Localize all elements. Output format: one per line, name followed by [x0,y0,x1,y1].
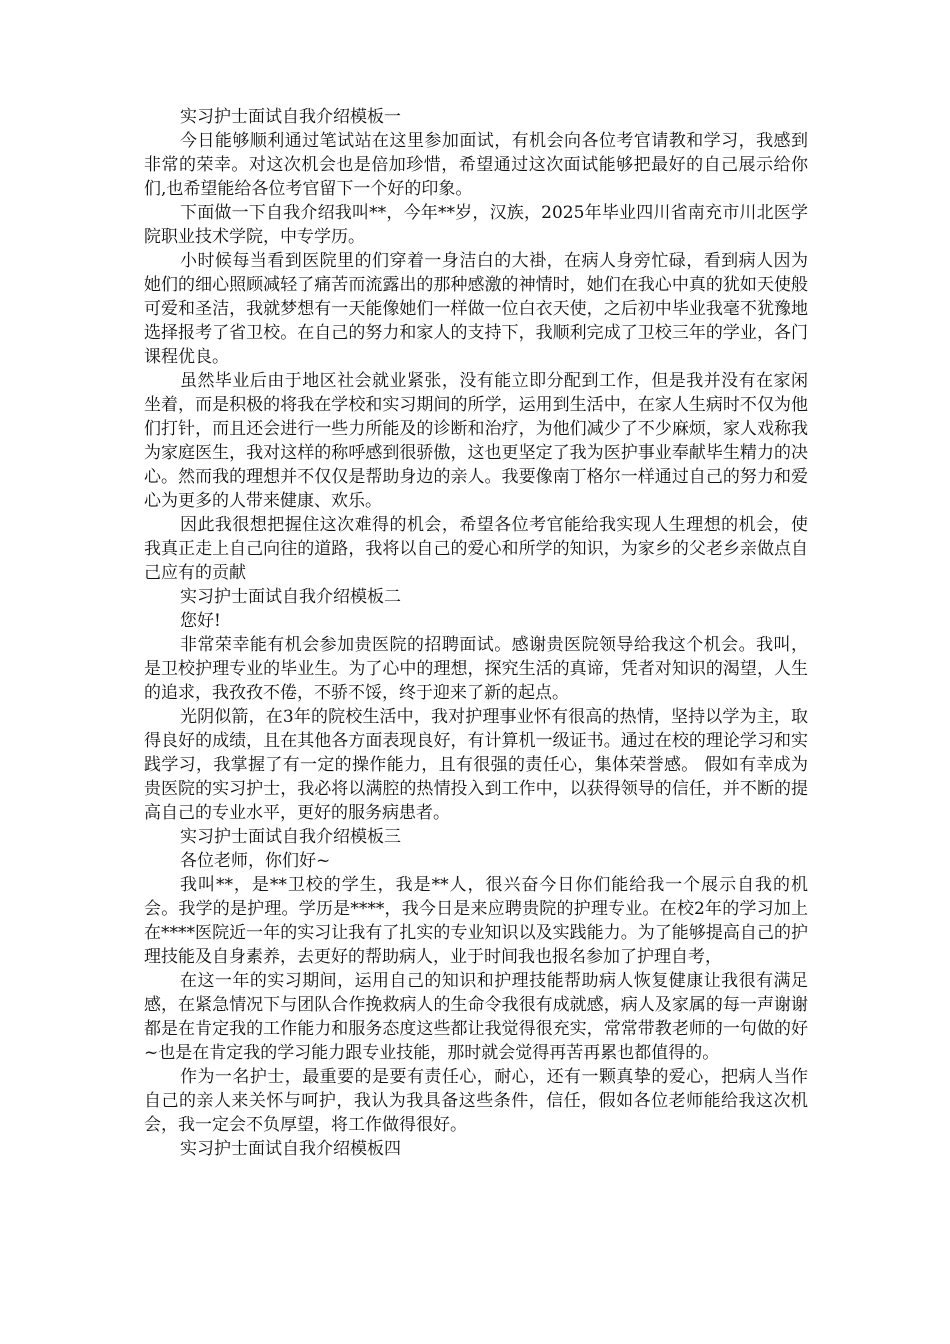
paragraph: 虽然毕业后由于地区社会就业紧张，没有能立即分配到工作，但是我并没有在家闲坐着，而是积极的将我在学校和实习期间的所学，运用到生活中，在家人生病时不仅为他们打针，而且还会进行一些力所能及的诊断和治疗，为他们减少了不少麻烦，家人戏称我为家庭医生，我对这样的称呼感到很骄傲，这也更坚定了我为医护事业奉献毕生精力的决心。然而我的理想并不仅仅是帮助身边的亲人。我要像南丁格尔一样通过自己的努力和爱心为更多的人带来健康、欢乐。 [144,371,808,511]
paragraph: 非常荣幸能有机会参加贵医院的招聘面试。感谢贵医院领导给我这个机会。我叫，是卫校护理专业的毕业生。为了心中的理想，探究生活的真谛，凭者对知识的渴望，人生的追求，我孜孜不倦，不骄不馁，终于迎来了新的起点。 [144,635,808,703]
greeting: 您好! [180,611,221,631]
document-body [144,105,808,1161]
section-heading: 实习护士面试自我介绍模板二 [180,587,401,607]
paragraph: 作为一名护士，最重要的是要有责任心，耐心，还有一颗真挚的爱心，把病人当作自己的亲人来关怀与呵护，我认为我具备这些条件，信任，假如各位老师能给我这次机会，我一定会不负厚望，将工作做得很好。 [144,1067,808,1135]
paragraph: 小时候每当看到医院里的们穿着一身洁白的大褂，在病人身旁忙碌，看到病人因为她们的细心照顾减轻了痛苦而流露出的那种感激的神情时，她们在我心中真的犹如天使般可爱和圣洁，我就梦想有一天能像她们一样做一位白衣天使，之后初中毕业我毫不犹豫地选择报考了省卫校。在自己的努力和家人的支持下，我顺利完成了卫校三年的学业，各门课程优良。 [144,251,808,367]
paragraph: 今日能够顺利通过笔试站在这里参加面试，有机会向各位考官请教和学习，我感到非常的荣幸。对这次机会也是倍加珍惜，希望通过这次面试能够把最好的自己展示给你们,也希望能给各位考官留下一个好的印象。 [144,131,808,199]
greeting: 各位老师，你们好~ [180,851,331,871]
paragraph: 因此我很想把握住这次难得的机会，希望各位考官能给我实现人生理想的机会，使我真正走上自己向往的道路，我将以自己的爱心和所学的知识，为家乡的父老乡亲做点自己应有的贡献 [144,515,808,583]
section-heading: 实习护士面试自我介绍模板一 [180,107,401,127]
paragraph: 下面做一下自我介绍我叫**，今年**岁，汉族，2025年毕业四川省南充市川北医学院职业技术学院，中专学历。 [144,203,808,247]
section-heading: 实习护士面试自我介绍模板三 [180,827,401,847]
paragraph: 光阴似箭，在3年的院校生活中，我对护理事业怀有很高的热情，坚持以学为主，取得良好的成绩，且在其他各方面表现良好，有计算机一级证书。通过在校的理论学习和实践学习，我掌握了有一定的操作能力，且有很强的责任心，集体荣誉感。 假如有幸成为贵医院的实习护士，我必将以满腔的热情投入到工作中，以获得领导的信任，并不断的提高自己的专业水平，更好的服务病患者。 [144,707,808,823]
paragraph: 在这一年的实习期间，运用自己的知识和护理技能帮助病人恢复健康让我很有满足感，在紧急情况下与团队合作挽救病人的生命令我很有成就感，病人及家属的每一声谢谢都是在肯定我的工作能力和服务态度这些都让我觉得很充实，常常带教老师的一句做的好~也是在肯定我的学习能力跟专业技能，那时就会觉得再苦再累也都值得的。 [144,971,808,1063]
section-heading: 实习护士面试自我介绍模板四 [180,1139,401,1159]
paragraph: 我叫**，是**卫校的学生，我是**人，很兴奋今日你们能给我一个展示自我的机会。我学的是护理。学历是****，我今日是来应聘贵院的护理专业。在校2年的学习加上在****医院近一年的实习让我有了扎实的专业知识以及实践能力。为了能够提高自己的护理技能及自身素养，去更好的帮助病人，业于时间我也报名参加了护理自考， [144,875,808,967]
